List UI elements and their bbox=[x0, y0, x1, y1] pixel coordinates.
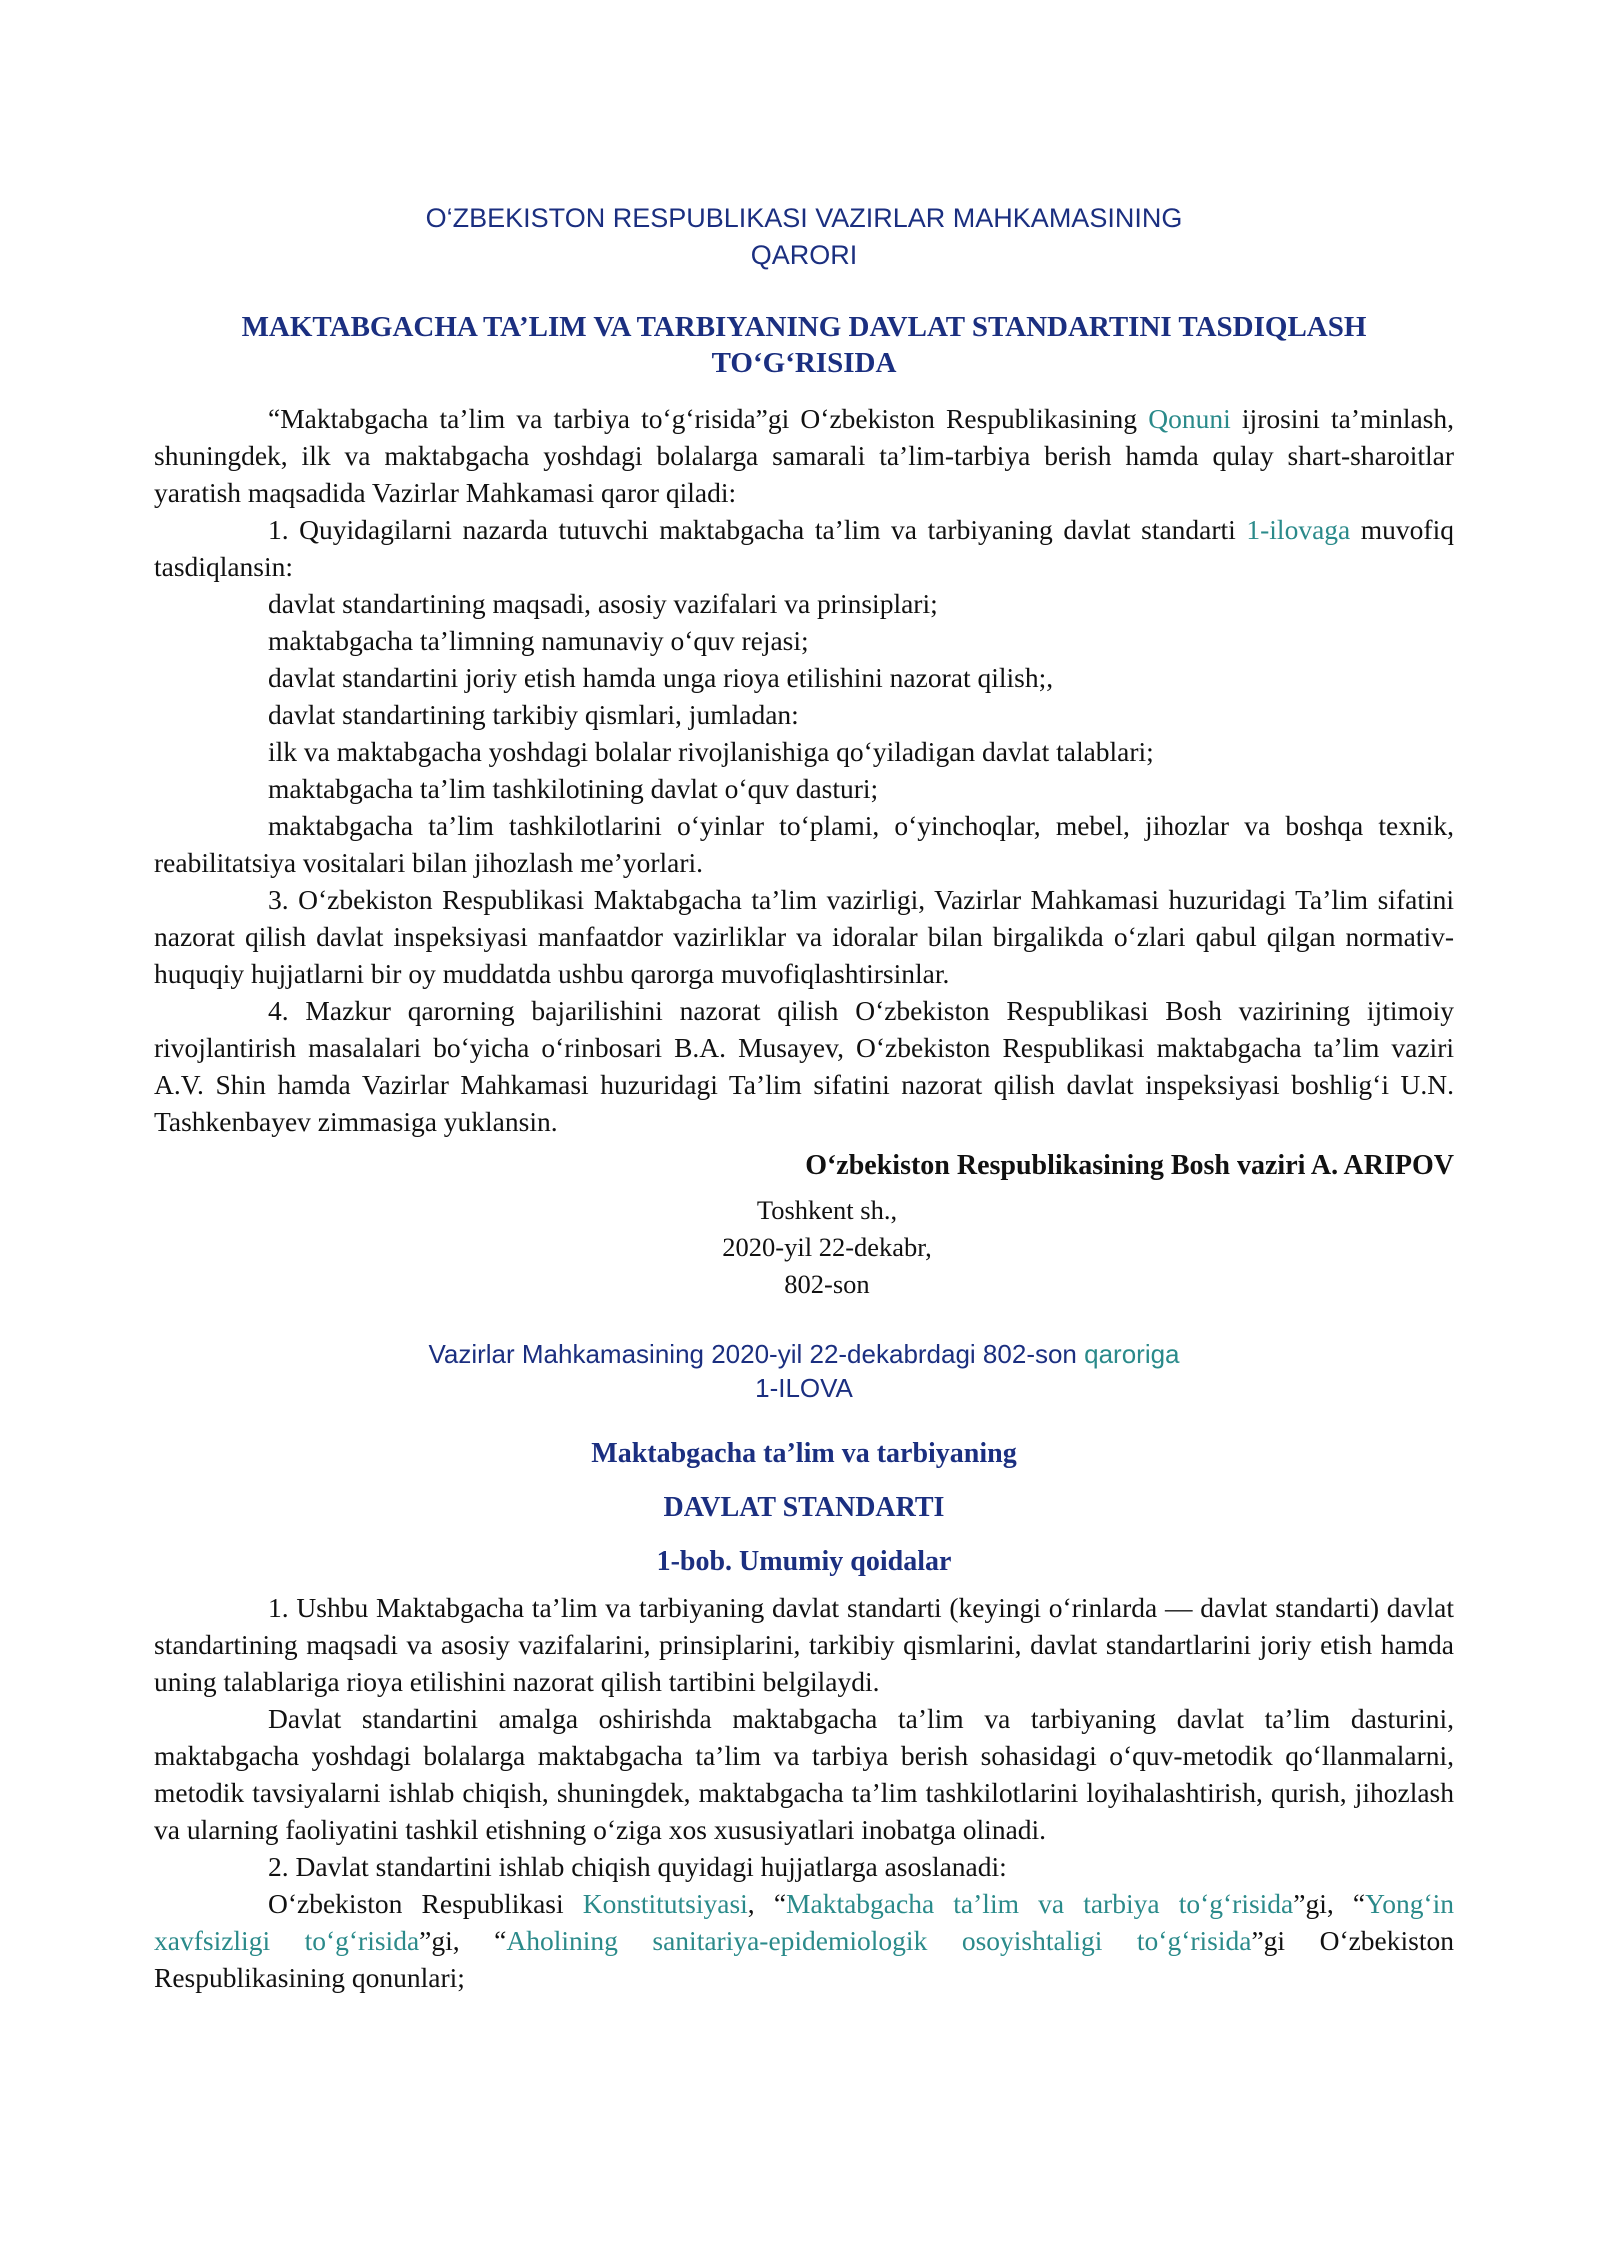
title-line-2: TO‘G‘RISIDA bbox=[711, 347, 897, 379]
list-item: maktabgacha ta’lim tashkilotining davlat o‘quv dasturi; bbox=[268, 773, 879, 804]
list-item: davlat standartining tarkibiy qismlari, jumladan: bbox=[268, 699, 799, 730]
standard-title: DAVLAT STANDARTI bbox=[663, 1492, 945, 1523]
signature: O‘zbekiston Respublikasining Bosh vaziri A. ARIPOV bbox=[805, 1150, 1454, 1181]
law-sanitary-link[interactable]: Aholining sanitariya-epidemiologik osoyishtaligi to‘g‘risida bbox=[506, 1925, 1252, 1956]
annex-label: 1-ILOVA bbox=[755, 1373, 853, 1403]
header-line-1: O‘ZBEKISTON RESPUBLIKASI VAZIRLAR MAHKAMASINING bbox=[425, 203, 1183, 233]
decree-number: 802-son bbox=[784, 1269, 870, 1299]
place-and-date bbox=[154, 1192, 1454, 1303]
item-3-paragraph: 3. O‘zbekiston Respublikasi Maktabgacha ta’lim vazirligi, Vazirlar Mahkamasi huzuridagi Ta’lim sifatini nazorat qilish davlat inspeksiyasi manfaatdor vazirliklar va idoralar bilan birgalikda o‘zlari qabul qilgan normativ-huquqiy hujjatlarni bir oy muddatda ushbu qarorga muvofiqlashtirsinlar. bbox=[154, 884, 1454, 989]
item-1-paragraph: 1. Quyidagilarni nazarda tutuvchi maktabgacha ta’lim va tarbiyaning davlat standarti 1-ilovaga muvofiq tasdiqlansin: bbox=[154, 514, 1454, 582]
decree-body bbox=[154, 400, 1454, 1140]
document-page bbox=[154, 200, 1454, 1996]
section-1-paragraph: 1. Ushbu Maktabgacha ta’lim va tarbiyaning davlat standarti (keyingi o‘rinlarda — davlat standarti) davlat standartining maqsadi va asosiy vazifalarini, prinsiplarini, tarkibiy qismlarini, davlat standartlarini joriy etish hamda uning talablariga rioya etilishini nazorat qilish tartibini belgilaydi. bbox=[154, 1592, 1454, 1697]
list-item: davlat standartini joriy etish hamda unga rioya etilishini nazorat qilish;, bbox=[268, 662, 1054, 693]
list-item: maktabgacha ta’lim tashkilotlarini o‘yinlar to‘plami, o‘yinchoqlar, mebel, jihozlar va boshqa texnik, reabilitatsiya vositalari bilan jihozlash me’yorlari. bbox=[154, 810, 1454, 878]
section-2-paragraph: 2. Davlat standartini ishlab chiqish quyidagi hujjatlarga asoslanadi: bbox=[268, 1851, 1007, 1882]
konstitutsiya-link[interactable]: Konstitutsiyasi bbox=[582, 1888, 748, 1919]
annex-1-link[interactable]: 1-ilovaga bbox=[1246, 514, 1351, 545]
qaroriga-link[interactable]: qaroriga bbox=[1084, 1339, 1180, 1369]
header-line-2: QARORI bbox=[750, 240, 858, 270]
place-date: 2020-yil 22-dekabr, bbox=[722, 1232, 932, 1262]
law-preschool-link[interactable]: Maktabgacha ta’lim va tarbiya to‘g‘risida bbox=[786, 1888, 1294, 1919]
annex-ref-line: Vazirlar Mahkamasining 2020-yil 22-dekabrdagi 802-son qaroriga bbox=[428, 1339, 1180, 1369]
item-4-paragraph: 4. Mazkur qarorning bajarilishini nazorat qilish O‘zbekiston Respublikasi Bosh vazirining ijtimoiy rivojlantirish masalalari bo‘yicha o‘rinbosari B.A. Musayev, O‘zbekiston Respublikasi maktabgacha ta’lim vaziri A.V. Shin hamda Vazirlar Mahkamasi huzuridagi Ta’lim sifatini nazorat qilish davlat inspeksiyasi boshlig‘i U.N. Tashkenbayev zimmasiga yuklansin. bbox=[154, 995, 1454, 1137]
list-item: maktabgacha ta’limning namunaviy o‘quv rejasi; bbox=[268, 625, 809, 656]
annex-reference bbox=[154, 1337, 1454, 1405]
section-1-paragraph: Davlat standartini amalga oshirishda maktabgacha ta’lim va tarbiyaning davlat ta’lim dasturini, maktabgacha yoshdagi bolalarga maktabgacha ta’lim va tarbiya berish sohasidagi o‘quv-metodik qo‘llanmalarni, metodik tavsiyalarni ishlab chiqish, shuningdek, maktabgacha ta’lim tashkilotlarini loyihalashtirish, qurish, jihozlash va ularning faoliyatini tashkil etishning o‘ziga xos xususiyatlari inobatga olinadi. bbox=[154, 1703, 1454, 1845]
preamble-paragraph: “Maktabgacha ta’lim va tarbiya to‘g‘risida”gi O‘zbekiston Respublikasining Qonuni ijrosini ta’minlash, shuningdek, ilk va maktabgacha yoshdagi bolalarga samarali ta’lim-tarbiya berish hamda qulay shart-sharoitlar yaratish maqsadida Vazirlar Mahkamasi qaror qiladi: bbox=[154, 403, 1454, 508]
list-item: davlat standartining maqsadi, asosiy vazifalari va prinsiplari; bbox=[268, 588, 938, 619]
standard-heading: Maktabgacha ta’lim va tarbiyaning bbox=[591, 1438, 1017, 1469]
place-city: Toshkent sh., bbox=[756, 1195, 898, 1225]
title-line-1: MAKTABGACHA TA’LIM VA TARBIYANING DAVLAT STANDARTINI TASDIQLASH bbox=[241, 311, 1367, 343]
chapter-heading: 1-bob. Umumiy qoidalar bbox=[656, 1546, 952, 1577]
laws-paragraph: O‘zbekiston Respublikasi Konstitutsiyasi, “Maktabgacha ta’lim va tarbiya to‘g‘risida”gi, “Yong‘in xavfsizligi to‘g‘risida”gi, “Aholining sanitariya-epidemiologik osoyishtaligi to‘g‘risida”gi O‘zbekiston Respublikasining qonunlari; bbox=[154, 1888, 1454, 1993]
decree-title bbox=[154, 309, 1454, 381]
qonuni-link[interactable]: Qonuni bbox=[1148, 403, 1231, 434]
list-item: ilk va maktabgacha yoshdagi bolalar rivojlanishiga qo‘yiladigan davlat talablari; bbox=[268, 736, 1154, 767]
decree-header bbox=[154, 200, 1454, 274]
law-fire-safety-link[interactable]: Yong‘in xavfsizligi to‘g‘risida bbox=[154, 1888, 1454, 1956]
standard-body bbox=[154, 1589, 1454, 1996]
